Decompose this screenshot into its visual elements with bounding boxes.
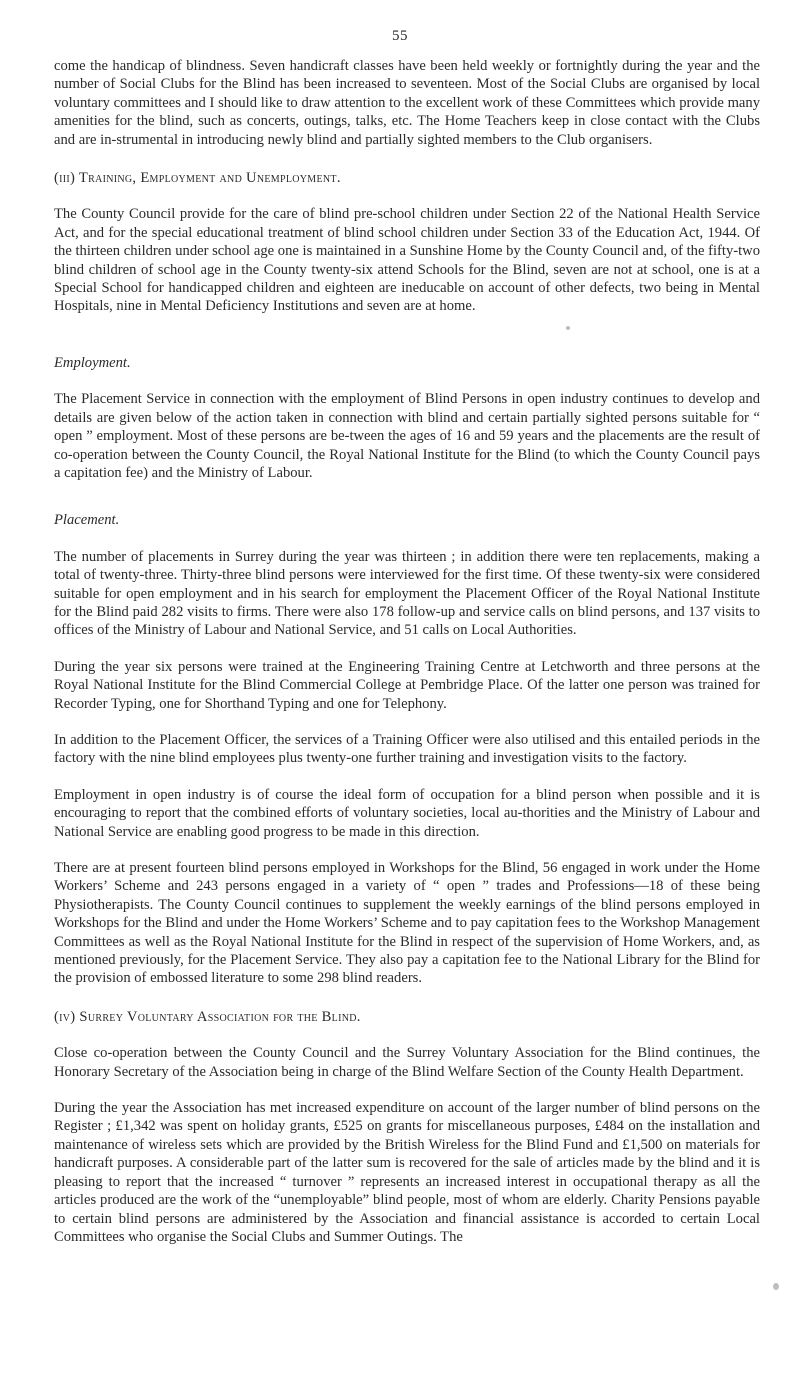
paragraph-open-industry: Employment in open industry is of course the ideal form of occupation for a blind person when possible and it is encouraging to report that the combined efforts of voluntary societies, local au-thorities and the Ministry of Labour and National Service are enabling good progress to be made in this direction. [54,786,760,840]
paper-speck [566,326,570,330]
section-heading-voluntary-association: (iv) Surrey Voluntary Association for the Blind. [54,1008,361,1025]
paragraph-expenditure: During the year the Association has met increased expenditure on account of the larger number of blind persons on the Register ; £1,342 was spent on holiday grants, £525 on grants for miscellaneous purposes, £484 on the installation and maintenance of wireless sets which are provided by the British Wireless for the Blind Fund and £1,500 on materials for handicraft purposes. A considerable part of the latter sum is recovered for the sale of articles made by the blind and it is pleasing to report that the increased “ turnover ” represents an increased interest in occupational therapy as all the articles produced are the work of the “unemployable” blind people, most of whom are elderly. Charity Pensions payable to certain blind persons are administered by the Association and financial assistance is accorded to certain Local Committees who organise the Social Clubs and Summer Outings. The [54,1100,760,1245]
paragraph-workshops: There are at present fourteen blind persons employed in Workshops for the Blind, 56 engaged in work under the Home Workers’ Scheme and 243 persons engaged in a variety of “ open ” trades and Professions—18 of these being Physiotherapists. The County Council continues to supplement the weekly earnings of the blind persons employed in Workshops for the Blind and under the Home Workers’ Scheme and to pay capitation fees to the Workshop Management Committees as well as the Royal National Institute for the Blind in respect of the supervision of Home Workers, and, as mentioned previously, for the Placement Service. They also pay a capitation fee to the National Library for the Blind for the provision of embossed literature to some 298 blind readers. [54,860,760,987]
paragraph-social-clubs: come the handicap of blindness. Seven handicraft classes have been held weekly or fortnightly during the year and the number of Social Clubs for the Blind has been increased to seventeen. Most of the Social Clubs are organised by local voluntary committees and I should like to draw attention to the excellent work of these Committees which provide many amenities for the blind, such as concerts, outings, talks, etc. The Home Teachers keep in close contact with the Clubs and are in-strumental in introducing newly blind and partially sighted members to the Club organisers. [54,58,760,148]
paper-speck [773,1283,779,1290]
section-heading-training: (iii) Training, Employment and Unemployment. [54,170,341,187]
page-number: 55 [392,28,408,44]
subheading-placement: Placement. [54,512,120,529]
page-body [54,57,760,1246]
paragraph-co-operation: Close co-operation between the County Council and the Surrey Voluntary Association for the Blind continues, the Honorary Secretary of the Association being in charge of the Blind Welfare Section of the County Health Department. [54,1045,760,1080]
paragraph-blind-children: The County Council provide for the care of blind pre-school children under Section 22 of the National Health Service Act, and for the special educational treatment of blind school children under Section 33 of the Education Act, 1944. Of the thirteen children under school age one is maintained in a Sunshine Home by the County Council and, of the fifty-two blind children of school age in the County twenty-six attend Schools for the Blind, seven are not at school, one is at a Special School for handicapped children and eighteen are ineducable on account of other defects, two being in Mental Hospitals, nine in Mental Deficiency Institutions and seven are at home. [54,206,760,315]
subheading-employment: Employment. [54,354,131,371]
paragraph-placements-count: The number of placements in Surrey during the year was thirteen ; in addition there were ten replacements, making a total of twenty-three. Thirty-three blind persons were interviewed for the first time. Of these twenty-six were considered suitable for open employment and in his search for employment the Placement Officer of the Royal National Institute for the Blind paid 282 visits to firms. There were also 178 follow-up and service calls on blind persons, and 137 visits to offices of the Ministry of Labour and National Service, and 51 calls on Local Authorities. [54,548,760,639]
paragraph-training: During the year six persons were trained at the Engineering Training Centre at Letchworth and three persons at the Royal National Institute for the Blind Commercial College at Pembridge Place. Of the latter one person was trained for Recorder Typing, one for Shorthand Typing and one for Telephony. [54,658,760,712]
paragraph-placement-service: The Placement Service in connection with the employment of Blind Persons in open industry continues to develop and details are given below of the action taken in connection with blind and certain partially sighted persons suitable for “ open ” employment. Most of these persons are be-tween the ages of 16 and 59 years and the placements are the result of co-operation between the County Council, the Royal National Institute for the Blind (to which the County Council pays a capitation fee) and the Ministry of Labour. [54,391,760,481]
paragraph-training-officer: In addition to the Placement Officer, the services of a Training Officer were also utilised and this entailed periods in the factory with the nine blind employees plus twenty-one further training and investigation visits to the factory. [54,731,760,767]
